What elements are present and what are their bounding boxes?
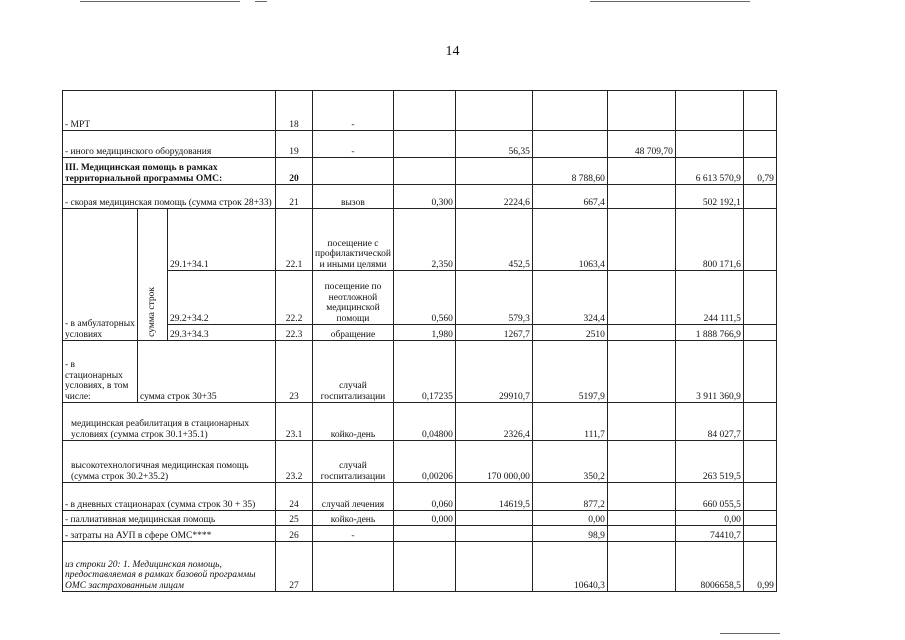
row-number: 23.1 (276, 403, 313, 441)
cell-value (455, 542, 532, 592)
cell-value: 8 788,60 (532, 158, 607, 185)
cell-value (743, 209, 776, 271)
cell-value: 2326,4 (455, 403, 532, 441)
row-number: 22.1 (276, 209, 313, 271)
table-row (63, 526, 777, 542)
row-name: - иного медицинского оборудования (63, 131, 276, 158)
cell-value: 660 055,5 (675, 483, 743, 511)
cell-value: 111,7 (532, 403, 607, 441)
cell-value (675, 131, 743, 158)
row-unit: посещение с профилактической и иными целями (313, 209, 394, 271)
row-number: 24 (276, 483, 313, 511)
cell-value: 1063,4 (532, 209, 607, 271)
table-row (63, 271, 777, 325)
table-row (63, 209, 777, 271)
cell-value (532, 131, 607, 158)
table-row (63, 185, 777, 209)
table-row (63, 91, 777, 131)
cell-value (607, 441, 675, 483)
scan-line (255, 1, 267, 2)
cell-value: 10640,3 (532, 542, 607, 592)
row-number: 26 (276, 526, 313, 542)
row-number: 19 (276, 131, 313, 158)
scan-line (720, 633, 780, 634)
cell-value: 324,4 (532, 271, 607, 325)
cell-value (607, 526, 675, 542)
table-row (63, 511, 777, 526)
cell-value (607, 185, 675, 209)
row-group-label (138, 209, 168, 341)
cell-value: 0,79 (743, 158, 776, 185)
cell-value: 350,2 (532, 441, 607, 483)
row-sub: сумма строк 30+35 (138, 341, 276, 403)
cell-value (607, 483, 675, 511)
row-number: 18 (276, 91, 313, 131)
scan-line (590, 1, 750, 2)
cell-value (607, 271, 675, 325)
cell-value (743, 403, 776, 441)
cell-value: 263 519,5 (675, 441, 743, 483)
row-sub: 29.2+34.2 (168, 271, 276, 325)
cell-value (393, 131, 455, 158)
row-unit (313, 158, 394, 185)
row-sub: 29.1+34.1 (168, 209, 276, 271)
cell-value: 502 192,1 (675, 185, 743, 209)
row-number: 22.3 (276, 325, 313, 341)
row-name: - затраты на АУП в сфере ОМС**** (63, 526, 276, 542)
cell-value: 2224,6 (455, 185, 532, 209)
row-number: 20 (276, 158, 313, 185)
cell-value (743, 483, 776, 511)
row-unit: - (313, 91, 394, 131)
cell-value: 170 000,00 (455, 441, 532, 483)
cell-value: 452,5 (455, 209, 532, 271)
cell-value: 0,00206 (393, 441, 455, 483)
cell-value: 877,2 (532, 483, 607, 511)
cell-value: 0,99 (743, 542, 776, 592)
row-unit: случай лечения (313, 483, 394, 511)
row-unit: - (313, 526, 394, 542)
table-row (63, 441, 777, 483)
cell-value: 0,00 (675, 511, 743, 526)
row-unit: - (313, 131, 394, 158)
table-row (63, 341, 777, 403)
row-name: высокотехнологичная медицинская помощь (сумма строк 30.2+35.2) (63, 441, 276, 483)
table-row (63, 542, 777, 592)
vertical-label: сумма строк (147, 286, 158, 337)
row-number: 27 (276, 542, 313, 592)
cell-value (455, 511, 532, 526)
cell-value (743, 441, 776, 483)
table-row (63, 325, 777, 341)
cell-value (743, 511, 776, 526)
row-unit: случай госпитализации (313, 341, 394, 403)
cell-value: 6 613 570,9 (675, 158, 743, 185)
row-name: - в дневных стационарах (сумма строк 30 + 35) (63, 483, 276, 511)
row-name: - МРТ (63, 91, 276, 131)
cell-value (743, 185, 776, 209)
cell-value: 244 111,5 (675, 271, 743, 325)
row-number: 25 (276, 511, 313, 526)
row-name: - в амбулаторных условиях (63, 209, 138, 341)
cell-value (455, 526, 532, 542)
cell-value: 0,300 (393, 185, 455, 209)
table-row (63, 131, 777, 158)
cell-value (607, 341, 675, 403)
cell-value (607, 209, 675, 271)
row-name: из строки 20: 1. Медицинская помощь, предоставляемая в рамках базовой программы ОМС застрахованным лицам (63, 542, 276, 592)
cell-value (607, 325, 675, 341)
cell-value (607, 158, 675, 185)
scan-line (80, 1, 240, 2)
row-unit: случай госпитализации (313, 441, 394, 483)
cell-value (393, 158, 455, 185)
row-number: 21 (276, 185, 313, 209)
cell-value: 56,35 (455, 131, 532, 158)
cell-value: 2510 (532, 325, 607, 341)
cell-value: 0,04800 (393, 403, 455, 441)
budget-table (62, 90, 777, 592)
cell-value (455, 158, 532, 185)
row-sub: 29.3+34.3 (168, 325, 276, 341)
row-unit: койко-день (313, 511, 394, 526)
cell-value: 74410,7 (675, 526, 743, 542)
cell-value: 0,000 (393, 511, 455, 526)
cell-value: 0,00 (532, 511, 607, 526)
cell-value: 800 171,6 (675, 209, 743, 271)
row-number: 23 (276, 341, 313, 403)
row-unit (313, 542, 394, 592)
row-unit: обращение (313, 325, 394, 341)
cell-value: 0,17235 (393, 341, 455, 403)
cell-value (607, 511, 675, 526)
cell-value (607, 542, 675, 592)
row-name: - в стационарных условиях, в том числе: (63, 341, 138, 403)
cell-value: 1,980 (393, 325, 455, 341)
cell-value (743, 131, 776, 158)
cell-value: 98,9 (532, 526, 607, 542)
cell-value: 3 911 360,9 (675, 341, 743, 403)
cell-value (393, 526, 455, 542)
cell-value (743, 325, 776, 341)
cell-value: 2,350 (393, 209, 455, 271)
row-unit: койко-день (313, 403, 394, 441)
cell-value: 8006658,5 (675, 542, 743, 592)
cell-value (607, 91, 675, 131)
cell-value (532, 91, 607, 131)
cell-value: 5197,9 (532, 341, 607, 403)
cell-value: 0,560 (393, 271, 455, 325)
cell-value (743, 271, 776, 325)
cell-value (743, 91, 776, 131)
cell-value: 48 709,70 (607, 131, 675, 158)
cell-value: 29910,7 (455, 341, 532, 403)
cell-value (743, 341, 776, 403)
cell-value: 1267,7 (455, 325, 532, 341)
cell-value (393, 542, 455, 592)
row-name: - скорая медицинская помощь (сумма строк 28+33) (63, 185, 276, 209)
table-row (63, 403, 777, 441)
cell-value: 84 027,7 (675, 403, 743, 441)
cell-value (455, 91, 532, 131)
cell-value (743, 526, 776, 542)
cell-value: 667,4 (532, 185, 607, 209)
row-unit: посещение по неотложной медицинской помощи (313, 271, 394, 325)
cell-value (675, 91, 743, 131)
row-number: 23.2 (276, 441, 313, 483)
table-row (63, 158, 777, 185)
row-name: - паллиативная медицинская помощь (63, 511, 276, 526)
page-number: 14 (445, 44, 460, 59)
cell-value: 0,060 (393, 483, 455, 511)
cell-value (393, 91, 455, 131)
cell-value: 579,3 (455, 271, 532, 325)
row-name: медицинская реабилитация в стационарных условиях (сумма строк 30.1+35.1) (63, 403, 276, 441)
row-unit: вызов (313, 185, 394, 209)
row-number: 22.2 (276, 271, 313, 325)
cell-value: 1 888 766,9 (675, 325, 743, 341)
row-name: III. Медицинская помощь в рамках территориальной программы ОМС: (63, 158, 276, 185)
table-row (63, 483, 777, 511)
cell-value: 14619,5 (455, 483, 532, 511)
cell-value (607, 403, 675, 441)
